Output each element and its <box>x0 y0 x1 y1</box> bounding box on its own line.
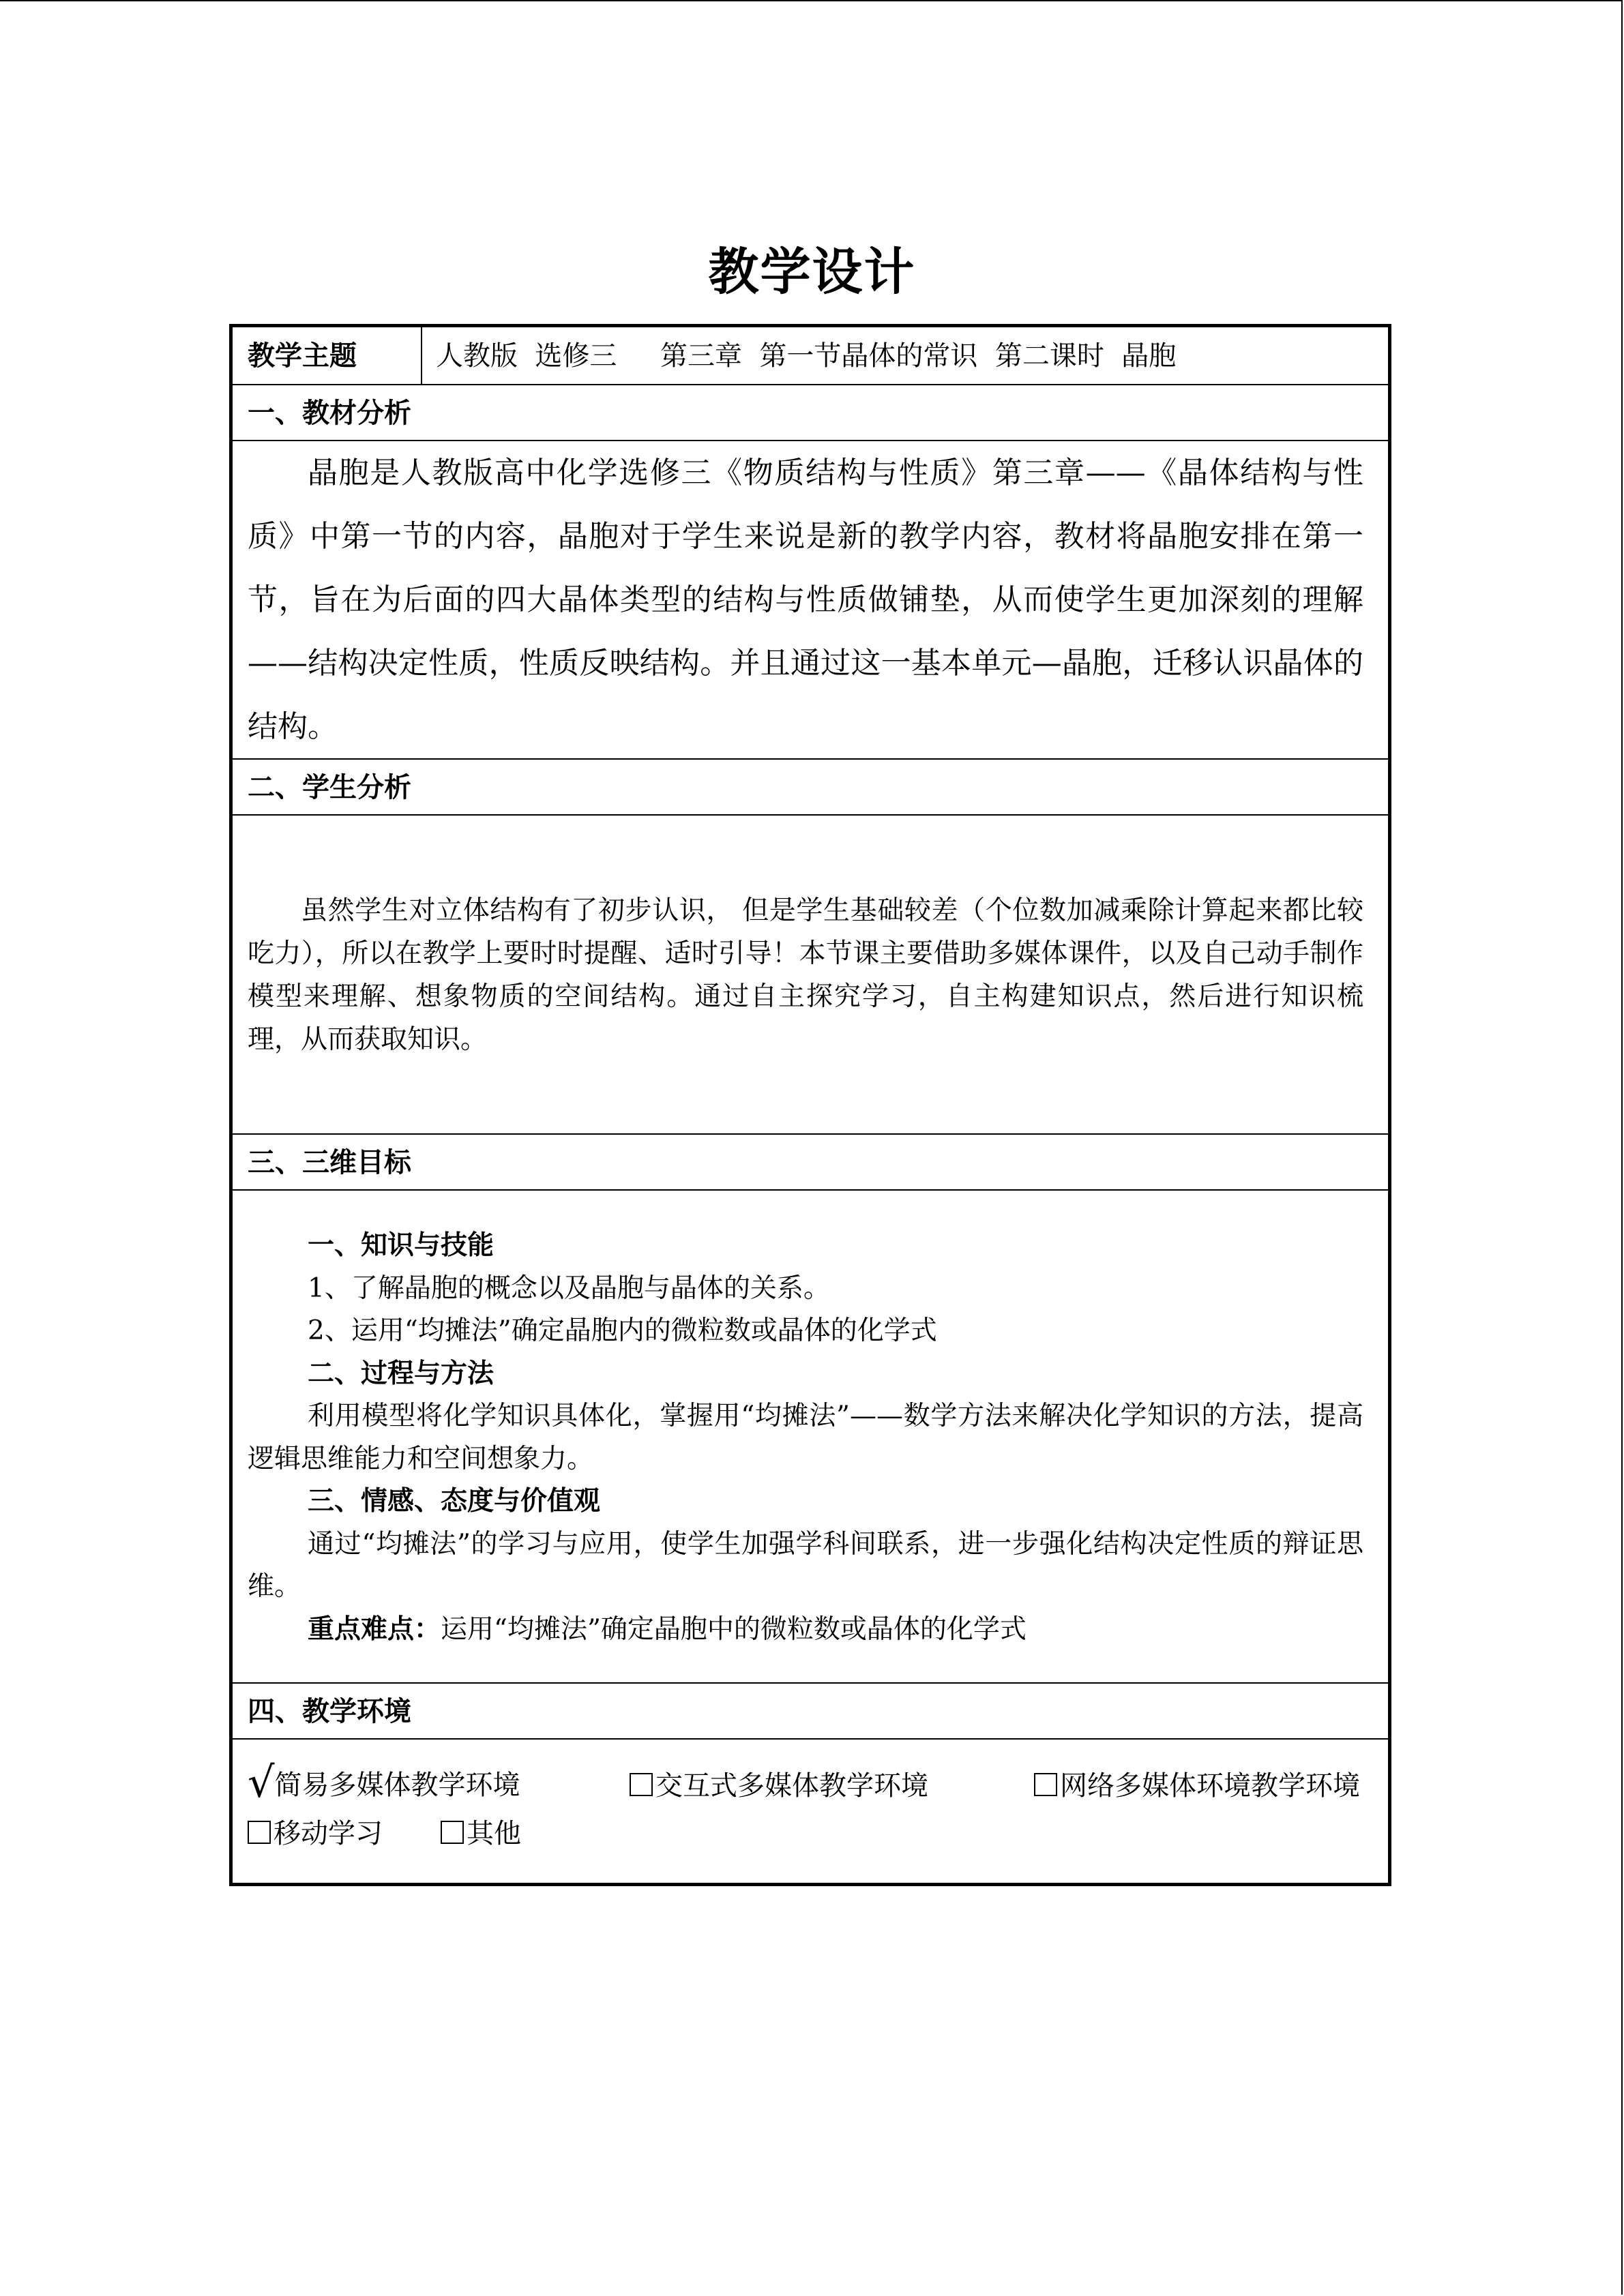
topic-value: 人教版 选修三 第三章 第一节晶体的常识 第二课时 晶胞 <box>436 340 1177 372</box>
knowledge-item-1: 1、了解晶胞的概念以及晶胞与晶体的关系。 <box>308 1272 830 1304</box>
knowledge-skills-title: 一、知识与技能 <box>308 1230 494 1261</box>
process-method-text: 利用模型将化学知识具体化，掌握用“均摊法”——数学方法来解决化学知识的方法，提高逻辑思维能力和空间想象力。 <box>248 1401 1363 1474</box>
environment-line-2 <box>233 1806 1388 1861</box>
document-title: 教学设计 <box>708 243 916 301</box>
student-analysis-heading: 二、学生分析 <box>233 760 1388 816</box>
environment-line-1 <box>233 1752 1388 1806</box>
checkmark-icon: √ <box>248 1757 275 1807</box>
env-option-interactive-multimedia[interactable]: 交互式多媒体教学环境 <box>630 1764 928 1803</box>
key-difficulty-label: 重点难点： <box>308 1613 441 1645</box>
env-option-network-multimedia[interactable]: 网络多媒体环境教学环境 <box>1034 1764 1360 1803</box>
goals-content <box>233 1191 1388 1684</box>
environment-heading: 四、教学环境 <box>233 1684 1388 1740</box>
env-option-other[interactable]: 其他 <box>441 1812 521 1851</box>
checkbox-empty-icon <box>630 1773 653 1796</box>
environment-options <box>233 1740 1388 1883</box>
material-analysis-text: 晶胞是人教版高中化学选修三《物质结构与性质》第三章——《晶体结构与性质》中第一节的内容，晶胞对于学生来说是新的教学内容，教材将晶胞安排在第一节，旨在为后面的四大晶体类型的结构与性质做铺垫，从而使学生更加深刻的理解——结构决定性质，性质反映结构。并且通过这一基本单元—晶胞，迁移认识晶体的结构。 <box>233 441 1388 760</box>
env-option-mobile-learning[interactable]: 移动学习 <box>248 1812 383 1851</box>
key-difficulty <box>248 1609 1363 1652</box>
goals-heading: 三、三维目标 <box>233 1135 1388 1191</box>
topic-label: 教学主题 <box>233 327 422 384</box>
student-analysis-text: 虽然学生对立体结构有了初步认识， 但是学生基础较差（个位数加减乘除计算起来都比较吃力），所以在教学上要时时提醒、适时引导！本节课主要借助多媒体课件，以及自己动手制作模型来理解、想象物质的空间结构。通过自主探究学习，自主构建知识点，然后进行知识梳理，从而获取知识。 <box>233 816 1388 1135</box>
lesson-plan-table <box>229 324 1391 1886</box>
knowledge-item-2: 2、运用“均摊法”确定晶胞内的微粒数或晶体的化学式 <box>308 1315 937 1346</box>
emotion-values-title: 三、情感、态度与价值观 <box>308 1486 601 1517</box>
key-difficulty-text: 运用“均摊法”确定晶胞中的微粒数或晶体的化学式 <box>441 1613 1027 1645</box>
checkbox-empty-icon <box>441 1821 464 1844</box>
topic-row <box>233 327 1388 385</box>
emotion-values-text: 通过“均摊法”的学习与应用，使学生加强学科间联系，进一步强化结构决定性质的辩证思维。 <box>248 1528 1363 1602</box>
env-option-simple-multimedia[interactable]: √简易多媒体教学环境 <box>248 1757 520 1807</box>
checkbox-empty-icon <box>1034 1773 1057 1796</box>
material-analysis-heading: 一、教材分析 <box>233 385 1388 441</box>
checkbox-empty-icon <box>248 1821 271 1844</box>
process-method-title: 二、过程与方法 <box>308 1358 494 1389</box>
